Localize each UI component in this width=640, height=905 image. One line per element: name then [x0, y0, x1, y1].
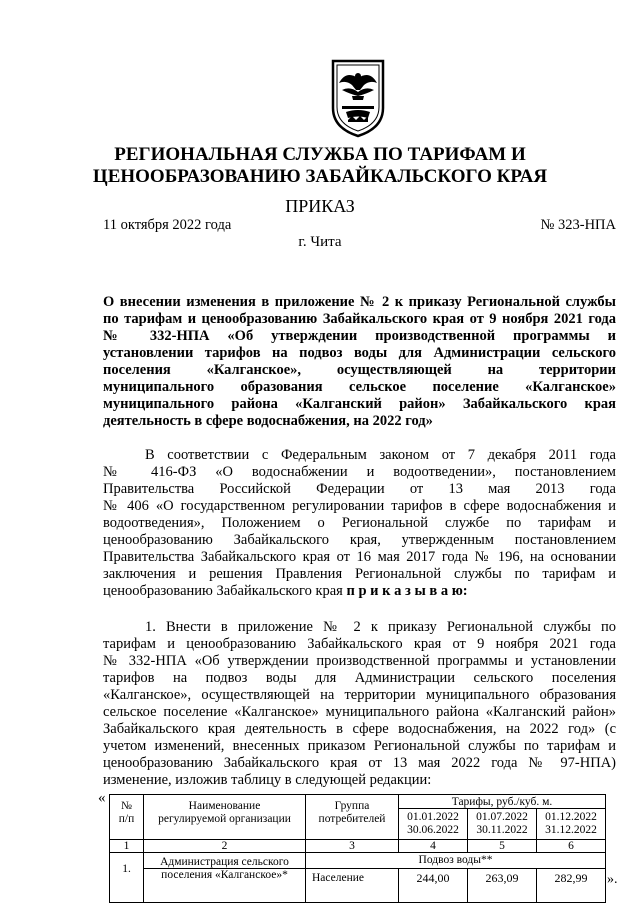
row-org: Администрация сельского поселения «Калганское»*	[160, 856, 289, 881]
row-value: 282,99	[554, 871, 588, 885]
org-name-line-2: ЦЕНООБРАЗОВАНИЮ ЗАБАЙКАЛЬСКОГО КРАЯ	[92, 166, 548, 187]
preamble-line: заключения и решения Правления Региональной службы по тарифам и	[103, 566, 616, 582]
title-line: поселения «Калганское», осуществляющей на территории	[103, 362, 616, 378]
preamble-line: № 416-ФЗ «О водоснабжении и водоотведении», постановлением	[103, 464, 616, 480]
preamble-line: № 406 «О государственном регулировании тарифов в сфере водоснабжения и	[103, 498, 616, 514]
col-number: 4	[430, 840, 436, 852]
preamble-line-last: ценообразованию Забайкальского края п р и к а з ы в а ю:	[103, 583, 468, 599]
item1-line: Забайкальского края деятельность в сфере водоснабжения, на 2022 год» (с	[103, 721, 616, 737]
title-line: муниципального района «Калганский район» Забайкальского края	[103, 396, 616, 412]
row-service: Подвоз воды**	[418, 854, 493, 866]
header-org: Наименование регулируемой организации	[158, 800, 291, 825]
title-line: О внесении изменения в приложение № 2 к приказу Региональной службы	[103, 294, 616, 310]
title-line: установлении тарифов на подвоз воды для Администрации сельского	[103, 345, 616, 361]
row-value: 244,00	[416, 871, 450, 885]
col-number: 2	[221, 840, 228, 852]
item1-line: тарифов на подвоз воды для Администрации сельского поселения	[103, 670, 616, 686]
row-number: 1.	[122, 863, 131, 875]
item1-line: изменение, изложив таблицу в следующей редакции:	[103, 772, 432, 788]
title-line: по тарифам и ценообразованию Забайкальского края от 9 ноября 2021 года	[103, 311, 616, 327]
col-number: 5	[499, 840, 505, 852]
preamble-line: ценообразованию Забайкальского края, утвержденным постановлением	[103, 532, 616, 548]
preamble-line: Правительства Российской Федерации от 13 мая 2013 года	[103, 481, 616, 497]
period-3: 01.12.2022 31.12.2022	[545, 811, 597, 836]
row-value: 263,09	[485, 871, 519, 885]
table-close-quote: ».	[607, 872, 618, 887]
period-1: 01.01.2022 30.06.2022	[407, 811, 459, 836]
header-tariffs: Тарифы, руб./куб. м.	[451, 796, 553, 808]
preamble-line: В соответствии с Федеральным законом от 7 декабря 2011 года	[145, 447, 616, 463]
orders-word: п р и к а з ы в а ю:	[346, 583, 468, 599]
org-name-line-1: РЕГИОНАЛЬНАЯ СЛУЖБА ПО ТАРИФАМ И	[114, 144, 526, 165]
table-open-quote: «	[98, 790, 106, 806]
document-city: г. Чита	[298, 234, 342, 250]
preamble-line: водоотведения», Положением о Региональной службе по тарифам и	[103, 515, 616, 531]
title-line: № 332-НПА «Об утверждении производственной программы и	[103, 328, 616, 344]
row-group: Население	[312, 872, 365, 884]
col-number: 3	[349, 840, 355, 852]
col-number: 1	[123, 840, 130, 852]
header-num: № п/п	[118, 800, 135, 825]
item1-line: 1. Внести в приложение № 2 к приказу Региональной службы по	[145, 619, 616, 635]
item1-line: сельское поселение «Калганское» муниципального района «Калганский район»	[103, 704, 616, 720]
preamble-line: Правительства Забайкальского края от 16 мая 2017 года № 196, на основании	[103, 549, 616, 565]
title-line: деятельность в сфере водоснабжения, на 2022 год»	[103, 413, 433, 429]
item1-line: «Калганское», осуществляющей на территории муниципального образования	[103, 687, 616, 703]
document-type: ПРИКАЗ	[285, 196, 355, 216]
item1-line: тарифам и ценообразованию Забайкальского края от 9 ноября 2021 года	[103, 636, 616, 652]
title-line: муниципального образования сельское поселение «Калганское»	[103, 379, 616, 395]
document-date: 11 октября 2022 года	[103, 217, 232, 233]
item1-line: учетом изменений, внесенных приказом Региональной службы по тарифам и	[103, 738, 616, 754]
item1-line: ценообразованию Забайкальского края от 13 мая 2022 года № 97-НПА)	[103, 755, 616, 771]
header-group: Группа потребителей	[318, 800, 386, 825]
period-2: 01.07.2022 30.11.2022	[476, 811, 528, 836]
coat-of-arms-emblem	[330, 58, 386, 138]
document-number: № 323-НПА	[540, 217, 616, 233]
item1-line: № 332-НПА «Об утверждении производственной программы и установлении	[103, 653, 616, 669]
col-number: 6	[568, 840, 574, 852]
